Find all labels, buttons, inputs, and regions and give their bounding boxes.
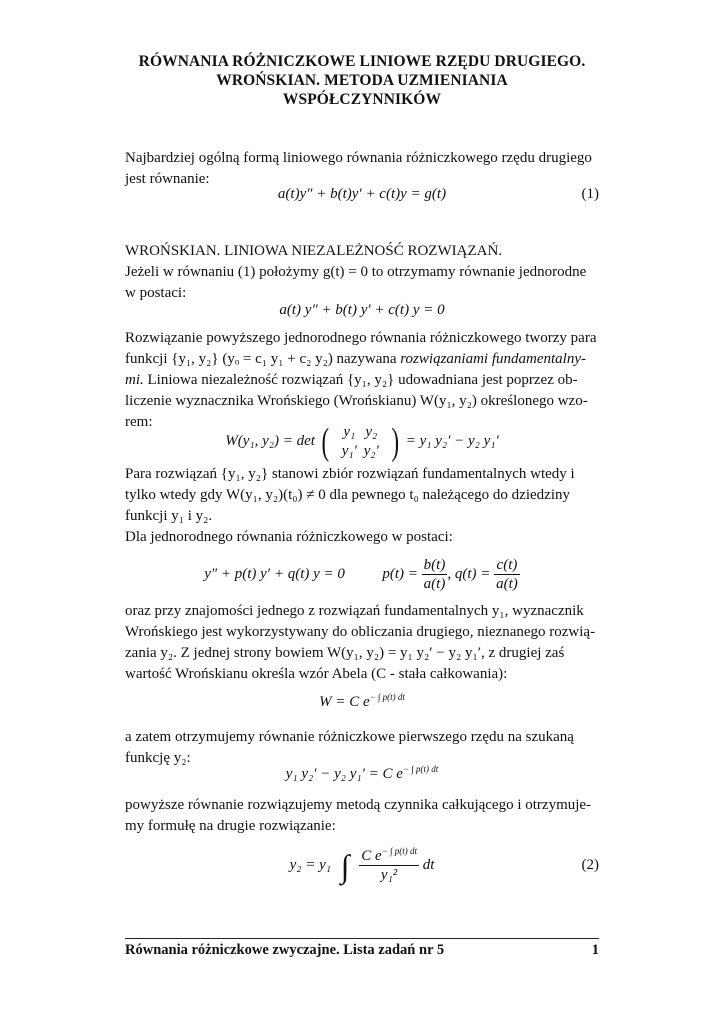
right-paren: )	[391, 420, 400, 463]
p6-line-2: my formułę na drugie rozwiązanie:	[125, 818, 336, 834]
equation-first-order	[125, 766, 599, 783]
p2-line-1: Rozwiązanie powyższego jednorodnego równania różniczkowego tworzy para	[125, 330, 597, 346]
wronskian-lhs: W(y₁, y₂) = det	[225, 433, 315, 449]
equation-wronskian	[125, 418, 599, 464]
p2-line-2: funkcji {y₁, y₂} (yₒ = c₁ y₁ + c₂ y₂) nazywana rozwiązaniami fundamentalny-	[125, 351, 586, 367]
p3-line-1: Para rozwiązań {y₁, y₂} stanowi zbiór rozwiązań fundamentalnych wtedy i	[125, 466, 575, 482]
title-line-2: WROŃSKIAN. METODA UZMIENIANIA	[216, 72, 508, 89]
intro-paragraph	[125, 148, 599, 190]
intro-line-1: Najbardziej ogólną formą liniowego równania różniczkowego rzędu drugiego	[125, 150, 592, 166]
footer-text: Równania różniczkowe zwyczajne. Lista zadań nr 5	[125, 942, 445, 958]
p-lhs: p(t) =	[382, 566, 418, 582]
section-line-2: w postaci:	[125, 285, 187, 301]
p4-line-1: oraz przy znajomości jednego z rozwiązań fundamentalnych y₁, wyznacznik	[125, 603, 584, 619]
p2-line-5: rem:	[125, 414, 153, 430]
p5-line-1: a zatem otrzymujemy równanie różniczkowe pierwszego rzędu na szukaną	[125, 729, 574, 745]
standard-form-main: y″ + p(t) y′ + q(t) y = 0	[204, 566, 345, 582]
equation-homogeneous	[125, 302, 599, 319]
left-paren: (	[321, 420, 329, 463]
p-fraction: $\frac{b(t)}{a(t)}$	[423, 557, 446, 593]
p4-line-2: Wrońskiego jest wykorzystywany do obliczania drugiego, nieznanego rozwią-	[125, 624, 596, 640]
intro-line-2: jest równanie:	[125, 171, 210, 187]
section-wronskian	[125, 241, 599, 304]
section-line-1: Jeżeli w równaniu (1) położymy g(t) = 0 to otrzymamy równanie jednorodne	[125, 264, 587, 280]
page-footer	[125, 942, 599, 959]
p4-line-3: zania y₂. Z jednej strony bowiem W(y₁, y₂) = y₁ y₂′ − y₂ y₁′, z drugiej zaś	[125, 645, 565, 661]
first-order-exponent: − ∫ p(t) dt	[402, 764, 439, 774]
eq2-fraction: $\frac{C e^{- \int p(t) dt}}{\text{y₁²}}$	[361, 846, 417, 884]
p3-line-4: Dla jednorodnego równania różniczkowego w postaci:	[125, 529, 453, 545]
document-title	[125, 52, 599, 109]
paragraph-first-order	[125, 727, 599, 769]
equation-2	[125, 842, 599, 888]
equation-homogeneous-formula: a(t) y″ + b(t) y′ + c(t) y = 0	[279, 302, 445, 318]
section-heading: WROŃSKIAN. LINIOWA NIEZALEŻNOŚĆ ROZWIĄZAŃ.	[125, 243, 503, 259]
q-lhs: , q(t) =	[447, 566, 491, 582]
equation-1-number: (1)	[581, 186, 599, 202]
p6-line-1: powyższe równanie rozwiązujemy metodą czynnika całkującego i otrzymuje-	[125, 797, 592, 813]
integral-sign: ∫	[340, 847, 350, 884]
paragraph-condition	[125, 464, 599, 548]
eq2-dt: dt	[422, 857, 435, 873]
eq2-lhs: y₂ = y₁	[289, 857, 331, 873]
p4-line-4: wartość Wrońskianu określa wzór Abela (C - stała całkowania):	[125, 666, 508, 682]
page-number: 1	[591, 942, 599, 958]
paragraph-abel	[125, 601, 599, 685]
equation-1	[125, 186, 599, 203]
footer-rule	[125, 938, 599, 939]
title-line-3: WSPÓŁCZYNNIKÓW	[282, 91, 442, 108]
title-line-1: RÓWNANIA RÓŻNICZKOWE LINIOWE RZĘDU DRUGIEGO.	[138, 53, 586, 70]
p3-line-3: funkcji y₁ i y₂.	[125, 508, 213, 524]
equation-2-number: (2)	[581, 857, 599, 873]
wronskian-rhs: = y₁ y₂′ − y₂ y₁′	[405, 433, 499, 449]
abel-lhs: W = C e	[319, 694, 370, 710]
paragraph-integrating-factor	[125, 795, 599, 837]
p2-line-3: mi. Liniowa niezależność rozwiązań {y₁, y₂} udowadniana jest poprzez ob-	[125, 372, 578, 388]
equation-standard-form	[125, 554, 599, 594]
p2-line-4: liczenie wyznacznika Wrońskiego (Wrońskianu) W(y₁, y₂) określonego wzo-	[125, 393, 588, 409]
first-order-lhs: y₁ y₂′ − y₂ y₁′ = C e	[285, 766, 403, 782]
q-fraction: $\frac{c(t)}{a(t)}$	[496, 557, 518, 593]
abel-exponent: − ∫ p(t) dt	[369, 692, 405, 702]
p5-line-2: funkcję y₂:	[125, 750, 191, 766]
wronskian-matrix: y₁ y₂ y₁′ y₂′	[341, 423, 379, 459]
equation-1-formula: a(t)y″ + b(t)y′ + c(t)y = g(t)	[277, 186, 447, 202]
p3-line-2: tylko wtedy gdy W(y₁, y₂)(t₀) ≠ 0 dla pewnego t₀ należącego do dziedziny	[125, 487, 570, 503]
equation-abel	[125, 694, 599, 711]
